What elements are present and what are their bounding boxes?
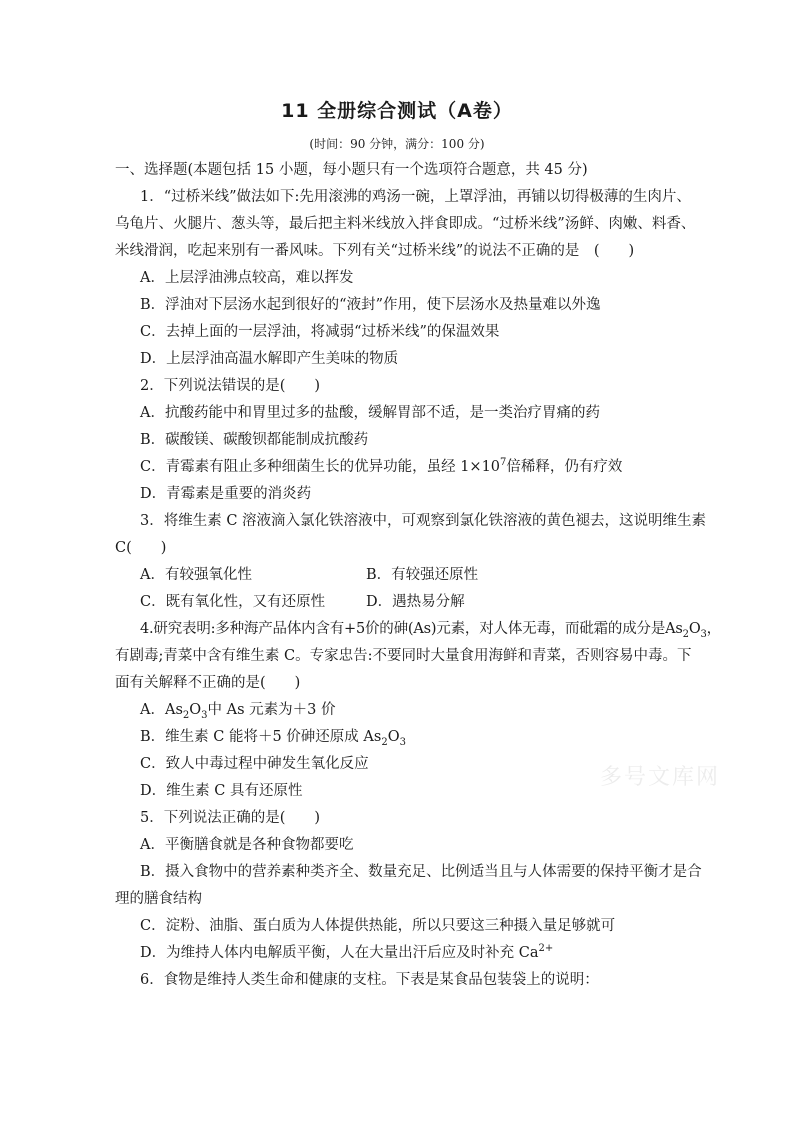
q4-option-d: D．维生素 C 具有还原性 <box>140 783 303 799</box>
q4-a-sub2: 3 <box>201 709 208 721</box>
q2-option-c <box>140 457 622 477</box>
q3-option-b: B．有较强还原性 <box>366 567 479 583</box>
q2-stem: 2．下列说法错误的是( ) <box>140 378 321 394</box>
q4-option-c: C．致人中毒过程中砷发生氧化反应 <box>140 756 369 772</box>
section-heading: 一、选择题(本题包括 15 小题，每小题只有一个选项符合题意，共 45 分) <box>115 162 588 178</box>
q4-a-o: O <box>189 702 202 718</box>
q5-option-d-text: D．为维持人体内电解质平衡，人在大量出汗后应及时补充 Ca <box>140 945 539 961</box>
q6-stem: 6．食物是维持人类生命和健康的支柱。下表是某食品包装袋上的说明： <box>140 972 599 988</box>
q4-option-a <box>140 700 336 720</box>
q4-b-sub2: 3 <box>399 736 406 748</box>
q5-option-a: A．平衡膳食就是各种食物都要吃 <box>140 837 354 853</box>
q1-option-d: D．上层浮油高温水解即产生美味的物质 <box>140 351 399 367</box>
exam-info: (时间：90 分钟，满分：100 分) <box>309 137 485 151</box>
q4-option-b <box>140 727 406 747</box>
q4-stem-line1-text: 4.研究表明:多种海产品体内含有+5价的砷(As)元素，对人体无毒，而砒霜的成分是As <box>140 621 683 637</box>
q2-exponent: 7 <box>500 457 507 469</box>
q4-sub1: 2 <box>682 628 689 640</box>
watermark: 多号文库网 <box>600 765 721 790</box>
q3-stem-line1: 3．将维生素 C 溶液滴入氯化铁溶液中，可观察到氯化铁溶液的黄色褪去，这说明维生素 <box>140 513 707 529</box>
q5-stem: 5．下列说法正确的是( ) <box>140 810 321 826</box>
q1-option-a: A．上层浮油沸点较高，难以挥发 <box>140 270 354 286</box>
q1-option-b: B．浮油对下层汤水起到很好的“液封”作用，使下层汤水及热量难以外逸 <box>140 297 601 313</box>
q5-option-d <box>140 943 553 963</box>
q1-stem-line3: 米线滑润，吃起来别有一番风味。下列有关“过桥米线”的说法不正确的是 ( ) <box>115 243 635 259</box>
q5-option-b-line1: B．摄入食物中的营养素种类齐全、数量充足、比例适当且与人体需要的保持平衡才是合 <box>140 864 702 880</box>
q5-option-c: C．淀粉、油脂、蛋白质为人体提供热能，所以只要这三种摄入量足够就可 <box>140 918 616 934</box>
q2-option-b: B．碳酸镁、碳酸钡都能制成抗酸药 <box>140 432 369 448</box>
q4-b-sub1: 2 <box>381 736 388 748</box>
q4-b-o: O <box>387 729 400 745</box>
q4-option-a-tail: 中 As 元素为＋3 价 <box>207 702 336 718</box>
q3-option-a: A．有较强氧化性 <box>140 567 252 583</box>
q2-option-a: A．抗酸药能中和胃里过多的盐酸，缓解胃部不适，是一类治疗胃痛的药 <box>140 405 600 421</box>
q4-sub2: 3 <box>700 628 707 640</box>
q1-option-c: C．去掉上面的一层浮油，将减弱“过桥米线”的保温效果 <box>140 324 500 340</box>
q1-stem-line1: 1．“过桥米线”做法如下:先用滚沸的鸡汤一碗，上罩浮油，再铺以切得极薄的生肉片、 <box>140 189 691 205</box>
q2-option-c-tail: 倍稀释，仍有疗效 <box>506 459 623 475</box>
q2-option-d: D．青霉素是重要的消炎药 <box>140 486 312 502</box>
q3-option-d: D．遇热易分解 <box>366 594 465 610</box>
q5-option-b-line2: 理的膳食结构 <box>115 891 202 907</box>
q4-a-sub1: 2 <box>182 709 190 721</box>
q1-stem-line2: 乌龟片、火腿片、葱头等，最后把主料米线放入拌食即成。“过桥米线”汤鲜、肉嫩、料香、 <box>115 216 696 232</box>
q4-o: O <box>688 621 701 637</box>
q4-stem-line3: 面有关解释不正确的是( ) <box>115 675 301 691</box>
q2-option-c-text: C．青霉素有阻止多种细菌生长的优异功能，虽经 1×10 <box>140 459 501 475</box>
q4-option-b-text: B．维生素 C 能将＋5 价砷还原成 As <box>140 729 382 745</box>
q3-stem-line2: C( ) <box>115 540 167 556</box>
q4-option-a-text: A．As <box>140 702 183 718</box>
q4-stem-line2: 有剧毒;青菜中含有维生素 C。专家忠告:不要同时大量食用海鲜和青菜，否则容易中毒。下 <box>115 648 692 664</box>
q4-comma: ， <box>706 621 721 637</box>
q4-stem-line1 <box>140 619 721 639</box>
page-title: 11 全册综合测试（A卷） <box>281 100 513 122</box>
q5-charge: 2+ <box>538 943 554 955</box>
q3-option-c: C．既有氧化性，又有还原性 <box>140 594 326 610</box>
